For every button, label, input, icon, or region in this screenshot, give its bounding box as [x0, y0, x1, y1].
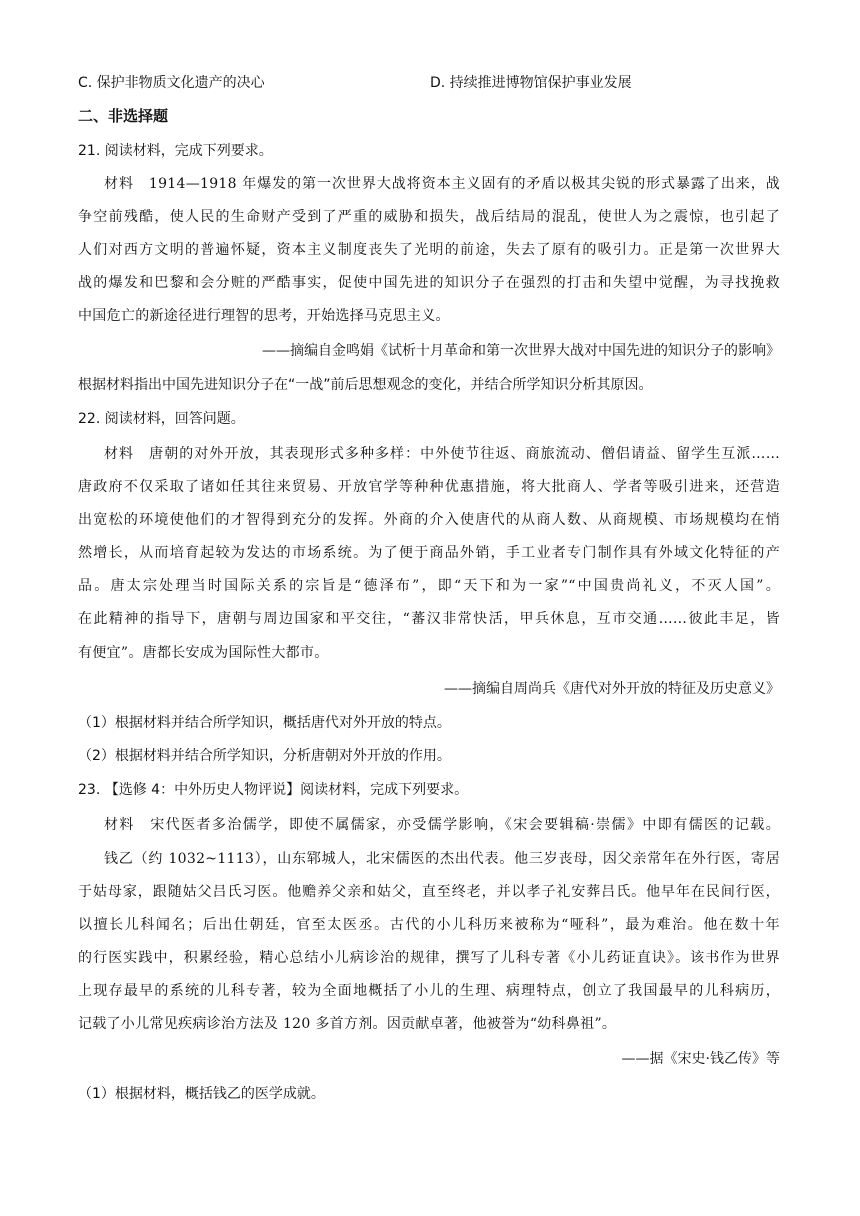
- q21-material-line-4: 战的爆发和巴黎和会分赃的严酷事实，促使中国先进的知识分子在强烈的打击和失望中觉醒，为寻找挽救: [78, 275, 780, 291]
- q22-material-line-1: 材料 唐朝的对外开放，其表现形式多种多样：中外使节往返、商旅流动、僧侣请益、留学生互派……: [104, 446, 780, 462]
- q22-material-line-5: 品。唐太宗处理当时国际关系的宗旨是“德泽布”，即“天下和为一家”“中国贵尚礼义，不灭人国”。: [78, 578, 780, 594]
- q23-stem: 23. 【选修 4：中外历史人物评说】阅读材料，完成下列要求。: [78, 782, 469, 798]
- q21-source: ——摘编自金鸣娟《试析十月革命和第一次世界大战对中国先进的知识分子的影响》: [262, 343, 780, 359]
- q23-material-line-6: 上现存最早的系统的儿科专著，较为全面地概括了小儿的生理、病理特点，创立了我国最早的儿科病历，: [78, 983, 780, 999]
- q22-material-line-3: 出宽松的环境使他们的才智得到充分的发挥。外商的介入使唐代的从商人数、从商规模、市场规模均在悄: [78, 512, 780, 528]
- q22-sub2: （2）根据材料并结合所学知识，分析唐朝对外开放的作用。: [78, 748, 451, 764]
- q21-material-line-1: 材料 1914—1918 年爆发的第一次世界大战将资本主义固有的矛盾以极其尖锐的形式暴露了出来，战: [104, 176, 780, 192]
- q21-material-line-5: 中国危亡的新途径进行理智的思考，开始选择马克思主义。: [78, 308, 450, 324]
- section-title: 二、非选择题: [78, 107, 169, 125]
- q22-material-line-4: 然增长，从而培育起较为发达的市场系统。为了便于商品外销，手工业者专门制作具有外域文化特征的产: [78, 545, 780, 561]
- option-c: C. 保护非物质文化遗产的决心: [78, 75, 265, 91]
- q23-sub1: （1）根据材料，概括钱乙的医学成就。: [78, 1086, 325, 1102]
- q23-material-line-2: 钱乙（约 1032~1113），山东郓城人，北宋儒医的杰出代表。他三岁丧母，因父亲常年在外行医，寄居: [104, 851, 780, 867]
- q22-material-line-7: 有便宜”。唐都长安成为国际性大都市。: [78, 645, 329, 661]
- q21-question: 根据材料指出中国先进知识分子在“一战”前后思想观念的变化，并结合所学知识分析其原因。: [78, 377, 653, 393]
- q23-source: ——据《宋史·钱乙传》等: [621, 1051, 780, 1067]
- q23-material-line-5: 的行医实践中，积累经验，精心总结小儿病诊治的规律，撰写了儿科专著《小儿药证直诀》。该书作为世界: [78, 950, 780, 966]
- q22-sub1: （1）根据材料并结合所学知识，概括唐代对外开放的特点。: [78, 715, 451, 731]
- q21-stem: 21. 阅读材料，完成下列要求。: [78, 143, 273, 159]
- q22-material-line-6: 在此精神的指导下，唐朝与周边国家和平交往，“蕃汉非常快活，甲兵休息，互市交通……彼此丰足，皆: [78, 611, 780, 627]
- q21-material-line-2: 争空前残酷，使人民的生命财产受到了严重的威胁和损失，战后结局的混乱，使世人为之震惊，也引起了: [78, 209, 780, 225]
- q21-material-line-3: 人们对西方文明的普遍怀疑，资本主义制度丧失了光明的前途，失去了原有的吸引力。正是第一次世界大: [78, 242, 780, 258]
- option-d: D. 持续推进博物馆保护事业发展: [430, 75, 632, 91]
- q22-source: ——摘编自周尚兵《唐代对外开放的特征及历史意义》: [444, 681, 780, 697]
- q22-material-line-2: 唐政府不仅采取了诸如任其往来贸易、开放官学等种种优惠措施，将大批商人、学者等吸引进来，还营造: [78, 479, 780, 495]
- q23-material-line-7: 记载了小儿常见疾病诊治方法及 120 多首方剂。因贡献卓著，他被誉为“幼科鼻祖”。: [78, 1016, 617, 1032]
- q22-stem: 22. 阅读材料，回答问题。: [78, 411, 245, 427]
- q23-material-line-1: 材料 宋代医者多治儒学，即使不属儒家，亦受儒学影响，《宋会要辑稿·崇儒》中即有儒医的记载。: [104, 817, 780, 833]
- q23-material-line-3: 于姑母家，跟随姑父吕氏习医。他赡养父亲和姑父，直至终老，并以孝子礼安葬吕氏。他早年在民间行医，: [78, 884, 780, 900]
- q23-material-line-4: 以擅长儿科闻名；后出仕朝廷，官至太医丞。古代的小儿科历来被称为“哑科”，最为难治。他在数十年: [78, 917, 780, 933]
